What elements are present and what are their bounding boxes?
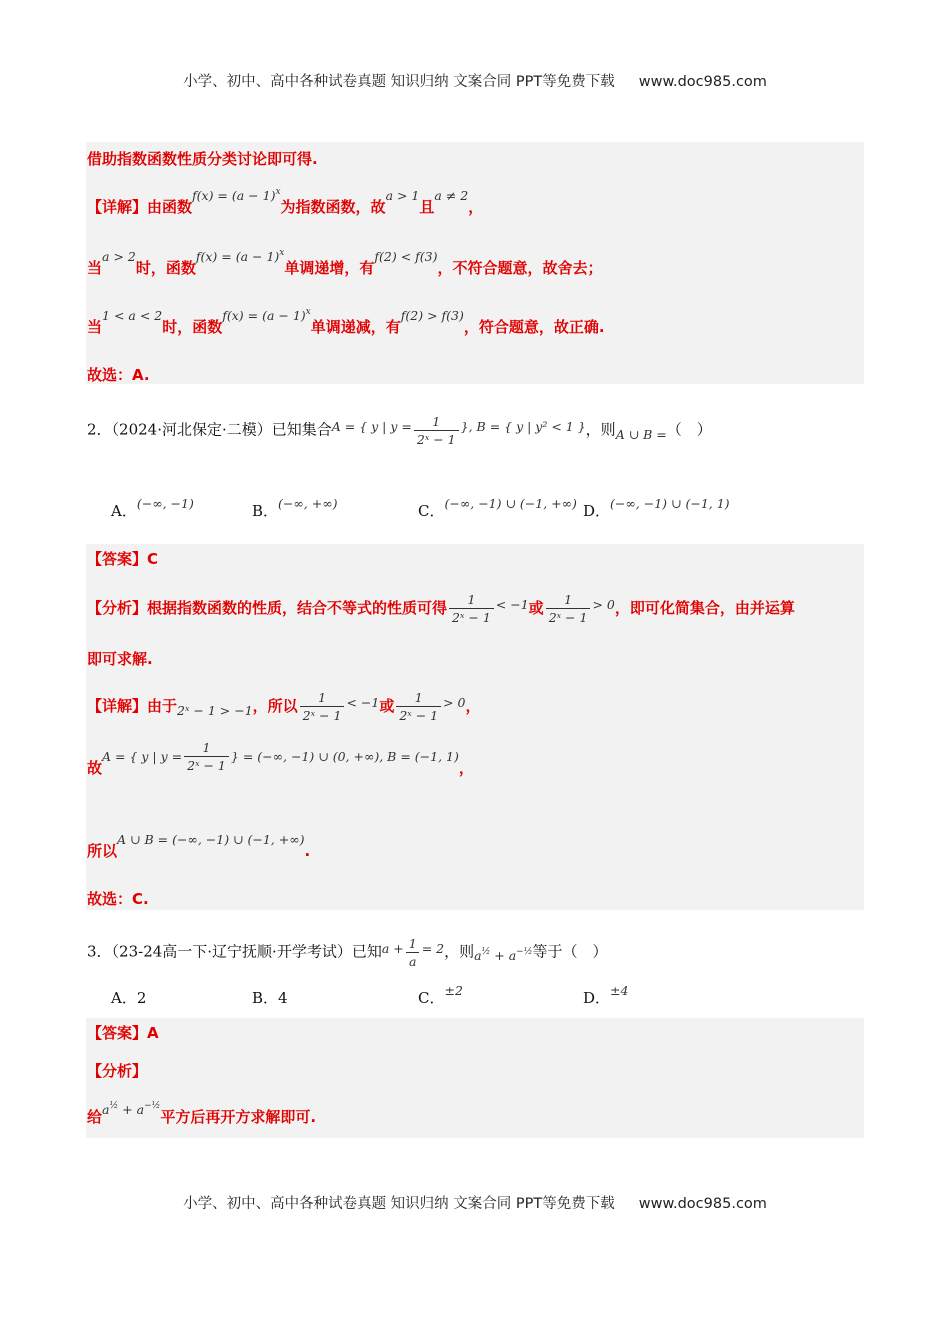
q3-option-c[interactable]: C．±2 — [418, 983, 463, 1007]
q3-stem: 3．（23-24高一下·辽宁抚顺·开学考试）已知a + $\frac{1}{a}$ = 2，则$a^{\frac{1}{2}} + a^{-\frac{1}{2}}$等于（ ） — [87, 936, 608, 969]
q3-option-b[interactable]: B．4 — [252, 989, 288, 1007]
q2-stem: 2．（2024·河北保定·二模）已知集合A = { y | y = $\frac{1}{\text{2ˣ − 1}}$ }, B = { y | y² < 1 }，则A ∪ B =（ ） — [87, 414, 712, 447]
header-text: 小学、初中、高中各种试卷真题 知识归纳 文案合同 PPT等免费下载 — [183, 74, 615, 90]
q2-detail-line-2: 故A = { y | y = $\frac{1}{\text{2ˣ − 1}}$ } = (−∞, −1) ∪ (0, +∞), B = (−1, 1)， — [87, 740, 474, 777]
q1-detail-line-2: 当a > 2时，函数$f(x) = (a - 1)^x$单调递增，有f(2) < f(3)，不符合题意，故舍去； — [87, 247, 603, 277]
q2-detail-line-1: 【详解】由于2ˣ − 1 > −1，所以 $\frac{1}{\text{2ˣ − 1}}$ < −1或 $\frac{1}{\text{2ˣ − 1}}$ > 0， — [87, 690, 481, 723]
q2-option-b[interactable]: B．(−∞, +∞) — [252, 496, 338, 520]
header-site[interactable]: www.doc985.com — [638, 74, 767, 90]
q2-option-c[interactable]: C．(−∞, −1) ∪ (−1, +∞) — [418, 496, 577, 520]
q2-stem-fraction: $\frac{1}{\text{2ˣ − 1}}$ — [414, 414, 459, 447]
footer-site[interactable]: www.doc985.com — [638, 1196, 767, 1212]
q2-detail-line-3: 所以A ∪ B = (−∞, −1) ∪ (−1, +∞). — [87, 832, 311, 860]
q1-func-2: $f(x) = (a - 1)^x$ — [195, 247, 285, 264]
q3-option-a[interactable]: A．2 — [111, 989, 147, 1007]
q2-answer: 【答案】C — [87, 550, 159, 568]
q2-option-a[interactable]: A．(−∞, −1) — [111, 496, 194, 520]
q3-analysis-line: 给$a^{\frac{1}{2}} + a^{-\frac{1}{2}}$平方后再开方求解即可. — [87, 1100, 317, 1126]
q1-choice: 故选：A. — [87, 366, 150, 384]
q2-choice: 故选：C. — [87, 890, 149, 908]
q1-hint-line: 借助指数函数性质分类讨论即可得. — [87, 150, 318, 168]
page-header — [0, 70, 950, 91]
q3-option-d[interactable]: D．±4 — [583, 983, 629, 1007]
q3-analysis-label: 【分析】 — [87, 1062, 148, 1080]
q2-option-d[interactable]: D．(−∞, −1) ∪ (−1, 1) — [583, 496, 730, 520]
q1-detail-line-1: 【详解】由函数$f(x) = (a - 1)^x$为指数函数，故a > 1且a ≠ 2， — [87, 186, 484, 216]
q1-detail-line-3: 当1 < a < 2时，函数$f(x) = (a - 1)^x$单调递减，有f(2) > f(3)，符合题意，故正确. — [87, 306, 605, 336]
footer-text: 小学、初中、高中各种试卷真题 知识归纳 文案合同 PPT等免费下载 — [183, 1196, 615, 1212]
q2-analysis-line-2: 即可求解. — [87, 650, 153, 668]
q2-analysis-line-1: 【分析】根据指数函数的性质，结合不等式的性质可得 $\frac{1}{\text{2ˣ − 1}}$ < −1或 $\frac{1}{\text{2ˣ − 1}}$ > 0，即可化简集合，由并运算 — [87, 592, 795, 625]
q1-func-1: $f(x) = (a - 1)^x$ — [192, 186, 281, 203]
q3-answer: 【答案】A — [87, 1024, 159, 1042]
page-footer — [0, 1192, 950, 1213]
q1-func-3: $f(x) = (a - 1)^x$ — [222, 306, 311, 323]
